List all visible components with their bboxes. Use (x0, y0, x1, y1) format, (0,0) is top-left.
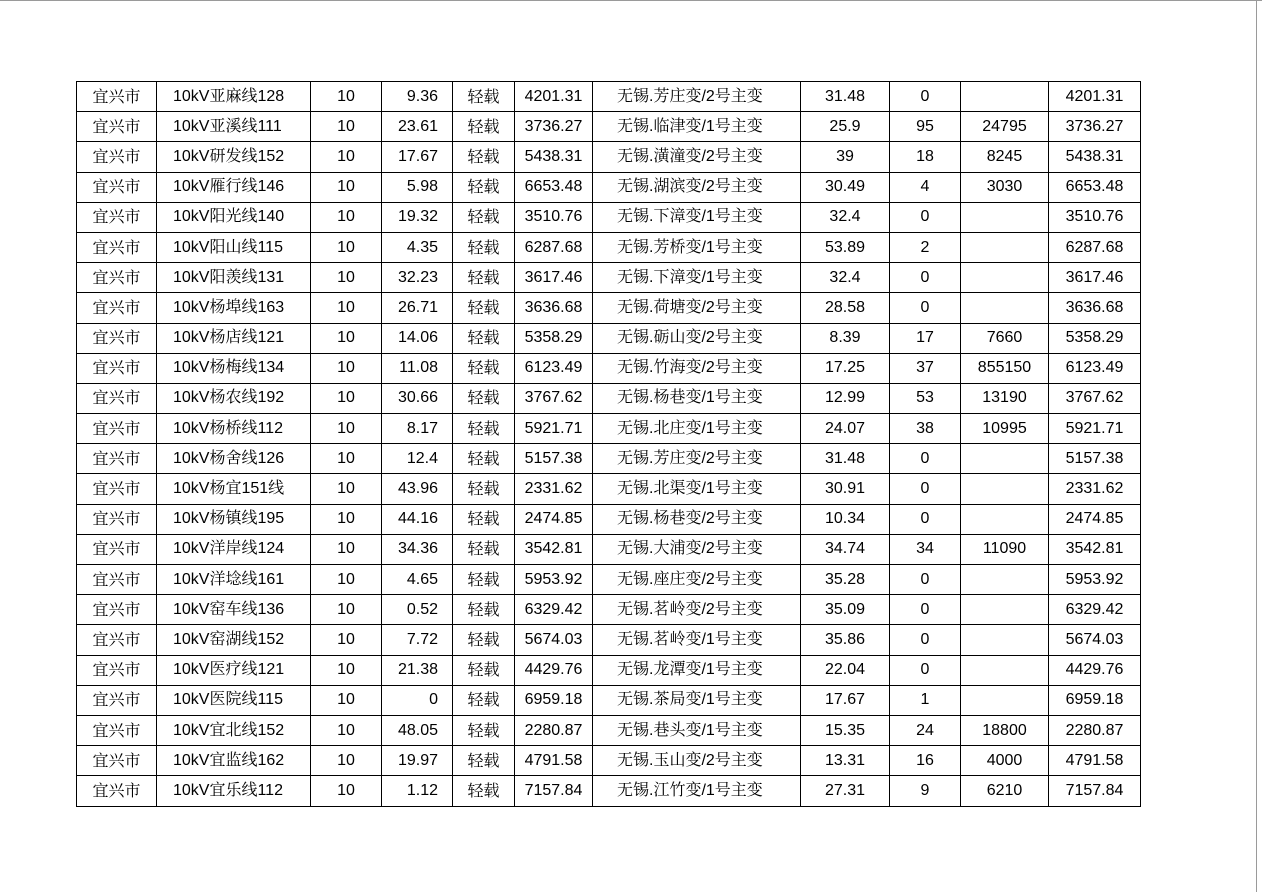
count-cell: 0 (890, 595, 961, 625)
line-name-cell: 10kV杨镇线195 (157, 504, 311, 534)
load-rate-cell: 8.17 (382, 414, 453, 444)
substation-rate-cell: 31.48 (801, 82, 890, 112)
capacity-cell: 2474.85 (515, 504, 593, 534)
total-cell: 5157.38 (1049, 444, 1141, 474)
line-name-cell: 10kV窑湖线152 (157, 625, 311, 655)
voltage-cell: 10 (311, 625, 382, 655)
load-rate-cell: 0.52 (382, 595, 453, 625)
table-row (77, 715, 1141, 745)
line-name-cell: 10kV杨舍线126 (157, 444, 311, 474)
count-cell: 0 (890, 82, 961, 112)
count-cell: 16 (890, 746, 961, 776)
substation-cell: 无锡.巷头变/1号主变 (593, 715, 801, 745)
substation-cell: 无锡.北庄变/1号主变 (593, 414, 801, 444)
load-rate-cell: 32.23 (382, 263, 453, 293)
count-cell: 1 (890, 685, 961, 715)
voltage-cell: 10 (311, 715, 382, 745)
line-name-cell: 10kV亚溪线111 (157, 112, 311, 142)
line-name-cell: 10kV医疗线121 (157, 655, 311, 685)
load-type-cell: 轻载 (453, 263, 515, 293)
voltage-cell: 10 (311, 655, 382, 685)
load-type-cell: 轻载 (453, 232, 515, 262)
amount-cell: 24795 (961, 112, 1049, 142)
substation-rate-cell: 30.91 (801, 474, 890, 504)
load-type-cell: 轻载 (453, 383, 515, 413)
load-rate-cell: 17.67 (382, 142, 453, 172)
load-type-cell: 轻载 (453, 172, 515, 202)
amount-cell: 6210 (961, 776, 1049, 806)
capacity-cell: 3617.46 (515, 263, 593, 293)
capacity-cell: 5674.03 (515, 625, 593, 655)
voltage-cell: 10 (311, 142, 382, 172)
city-cell: 宜兴市 (77, 504, 157, 534)
count-cell: 53 (890, 383, 961, 413)
load-type-cell: 轻载 (453, 474, 515, 504)
amount-cell: 18800 (961, 715, 1049, 745)
load-type-cell: 轻载 (453, 595, 515, 625)
load-type-cell: 轻载 (453, 504, 515, 534)
capacity-cell: 3636.68 (515, 293, 593, 323)
city-cell: 宜兴市 (77, 353, 157, 383)
line-name-cell: 10kV阳山线115 (157, 232, 311, 262)
load-rate-cell: 5.98 (382, 172, 453, 202)
count-cell: 34 (890, 534, 961, 564)
load-type-cell: 轻载 (453, 625, 515, 655)
count-cell: 4 (890, 172, 961, 202)
capacity-cell: 3736.27 (515, 112, 593, 142)
substation-cell: 无锡.荷塘变/2号主变 (593, 293, 801, 323)
table-row (77, 383, 1141, 413)
city-cell: 宜兴市 (77, 82, 157, 112)
table-row (77, 504, 1141, 534)
city-cell: 宜兴市 (77, 414, 157, 444)
voltage-cell: 10 (311, 172, 382, 202)
load-rate-cell: 9.36 (382, 82, 453, 112)
total-cell: 3510.76 (1049, 202, 1141, 232)
load-rate-cell: 19.32 (382, 202, 453, 232)
substation-rate-cell: 17.67 (801, 685, 890, 715)
voltage-cell: 10 (311, 444, 382, 474)
substation-rate-cell: 34.74 (801, 534, 890, 564)
load-rate-cell: 43.96 (382, 474, 453, 504)
capacity-cell: 4201.31 (515, 82, 593, 112)
city-cell: 宜兴市 (77, 112, 157, 142)
load-rate-cell: 26.71 (382, 293, 453, 323)
load-type-cell: 轻载 (453, 293, 515, 323)
substation-rate-cell: 53.89 (801, 232, 890, 262)
capacity-cell: 4429.76 (515, 655, 593, 685)
table-row (77, 595, 1141, 625)
total-cell: 2280.87 (1049, 715, 1141, 745)
amount-cell: 855150 (961, 353, 1049, 383)
total-cell: 6653.48 (1049, 172, 1141, 202)
city-cell: 宜兴市 (77, 263, 157, 293)
amount-cell (961, 565, 1049, 595)
capacity-cell: 5157.38 (515, 444, 593, 474)
count-cell: 0 (890, 444, 961, 474)
load-type-cell: 轻载 (453, 565, 515, 595)
amount-cell (961, 474, 1049, 504)
line-name-cell: 10kV雁行线146 (157, 172, 311, 202)
count-cell: 2 (890, 232, 961, 262)
count-cell: 9 (890, 776, 961, 806)
line-name-cell: 10kV洋埝线161 (157, 565, 311, 595)
total-cell: 5921.71 (1049, 414, 1141, 444)
total-cell: 6287.68 (1049, 232, 1141, 262)
total-cell: 3617.46 (1049, 263, 1141, 293)
load-rate-cell: 12.4 (382, 444, 453, 474)
substation-rate-cell: 13.31 (801, 746, 890, 776)
capacity-cell: 3767.62 (515, 383, 593, 413)
substation-cell: 无锡.湖滨变/2号主变 (593, 172, 801, 202)
amount-cell (961, 625, 1049, 655)
total-cell: 5358.29 (1049, 323, 1141, 353)
voltage-cell: 10 (311, 534, 382, 564)
line-name-cell: 10kV杨梅线134 (157, 353, 311, 383)
line-name-cell: 10kV医院线115 (157, 685, 311, 715)
voltage-cell: 10 (311, 776, 382, 806)
table-row (77, 172, 1141, 202)
load-rate-cell: 34.36 (382, 534, 453, 564)
line-name-cell: 10kV宜监线162 (157, 746, 311, 776)
load-type-cell: 轻载 (453, 414, 515, 444)
load-rate-cell: 4.65 (382, 565, 453, 595)
city-cell: 宜兴市 (77, 685, 157, 715)
amount-cell (961, 504, 1049, 534)
line-name-cell: 10kV窑车线136 (157, 595, 311, 625)
city-cell: 宜兴市 (77, 655, 157, 685)
table-row (77, 323, 1141, 353)
substation-cell: 无锡.芳庄变/2号主变 (593, 82, 801, 112)
total-cell: 6959.18 (1049, 685, 1141, 715)
total-cell: 6329.42 (1049, 595, 1141, 625)
count-cell: 37 (890, 353, 961, 383)
amount-cell (961, 685, 1049, 715)
substation-rate-cell: 32.4 (801, 202, 890, 232)
feeder-load-table (76, 81, 1141, 807)
total-cell: 4791.58 (1049, 746, 1141, 776)
substation-rate-cell: 27.31 (801, 776, 890, 806)
city-cell: 宜兴市 (77, 565, 157, 595)
count-cell: 0 (890, 565, 961, 595)
table-row (77, 82, 1141, 112)
load-rate-cell: 0 (382, 685, 453, 715)
table-row (77, 263, 1141, 293)
total-cell: 5438.31 (1049, 142, 1141, 172)
city-cell: 宜兴市 (77, 595, 157, 625)
capacity-cell: 5921.71 (515, 414, 593, 444)
substation-cell: 无锡.杨巷变/2号主变 (593, 504, 801, 534)
substation-rate-cell: 35.28 (801, 565, 890, 595)
count-cell: 0 (890, 293, 961, 323)
total-cell: 5674.03 (1049, 625, 1141, 655)
amount-cell (961, 263, 1049, 293)
city-cell: 宜兴市 (77, 776, 157, 806)
count-cell: 18 (890, 142, 961, 172)
line-name-cell: 10kV洋岸线124 (157, 534, 311, 564)
substation-cell: 无锡.大浦变/2号主变 (593, 534, 801, 564)
substation-cell: 无锡.茗岭变/2号主变 (593, 595, 801, 625)
load-type-cell: 轻载 (453, 323, 515, 353)
total-cell: 3767.62 (1049, 383, 1141, 413)
substation-rate-cell: 24.07 (801, 414, 890, 444)
substation-cell: 无锡.砺山变/2号主变 (593, 323, 801, 353)
substation-rate-cell: 15.35 (801, 715, 890, 745)
table-row (77, 232, 1141, 262)
table-row (77, 444, 1141, 474)
table-row (77, 142, 1141, 172)
capacity-cell: 2331.62 (515, 474, 593, 504)
capacity-cell: 5953.92 (515, 565, 593, 595)
substation-cell: 无锡.临津变/1号主变 (593, 112, 801, 142)
count-cell: 0 (890, 504, 961, 534)
voltage-cell: 10 (311, 202, 382, 232)
city-cell: 宜兴市 (77, 625, 157, 655)
load-rate-cell: 7.72 (382, 625, 453, 655)
load-rate-cell: 23.61 (382, 112, 453, 142)
amount-cell (961, 202, 1049, 232)
substation-cell: 无锡.潢潼变/2号主变 (593, 142, 801, 172)
total-cell: 2474.85 (1049, 504, 1141, 534)
substation-cell: 无锡.芳庄变/2号主变 (593, 444, 801, 474)
load-type-cell: 轻载 (453, 715, 515, 745)
total-cell: 6123.49 (1049, 353, 1141, 383)
substation-cell: 无锡.北渠变/1号主变 (593, 474, 801, 504)
total-cell: 3636.68 (1049, 293, 1141, 323)
amount-cell: 11090 (961, 534, 1049, 564)
count-cell: 38 (890, 414, 961, 444)
load-rate-cell: 44.16 (382, 504, 453, 534)
city-cell: 宜兴市 (77, 232, 157, 262)
load-type-cell: 轻载 (453, 142, 515, 172)
substation-rate-cell: 25.9 (801, 112, 890, 142)
amount-cell: 4000 (961, 746, 1049, 776)
table-row (77, 202, 1141, 232)
table-row (77, 353, 1141, 383)
table-row (77, 534, 1141, 564)
amount-cell (961, 293, 1049, 323)
city-cell: 宜兴市 (77, 383, 157, 413)
load-type-cell: 轻载 (453, 202, 515, 232)
table-row (77, 655, 1141, 685)
load-type-cell: 轻载 (453, 82, 515, 112)
line-name-cell: 10kV杨桥线112 (157, 414, 311, 444)
count-cell: 0 (890, 655, 961, 685)
table-row (77, 474, 1141, 504)
voltage-cell: 10 (311, 263, 382, 293)
total-cell: 4429.76 (1049, 655, 1141, 685)
total-cell: 2331.62 (1049, 474, 1141, 504)
line-name-cell: 10kV宜北线152 (157, 715, 311, 745)
table-row (77, 565, 1141, 595)
capacity-cell: 7157.84 (515, 776, 593, 806)
city-cell: 宜兴市 (77, 142, 157, 172)
load-type-cell: 轻载 (453, 655, 515, 685)
line-name-cell: 10kV阳羡线131 (157, 263, 311, 293)
city-cell: 宜兴市 (77, 715, 157, 745)
capacity-cell: 5438.31 (515, 142, 593, 172)
substation-rate-cell: 30.49 (801, 172, 890, 202)
load-type-cell: 轻载 (453, 112, 515, 142)
capacity-cell: 3510.76 (515, 202, 593, 232)
page-right-border (1256, 0, 1257, 892)
substation-rate-cell: 8.39 (801, 323, 890, 353)
substation-rate-cell: 12.99 (801, 383, 890, 413)
total-cell: 5953.92 (1049, 565, 1141, 595)
load-rate-cell: 1.12 (382, 776, 453, 806)
table-body (77, 82, 1141, 807)
table-row (77, 293, 1141, 323)
count-cell: 0 (890, 625, 961, 655)
voltage-cell: 10 (311, 323, 382, 353)
amount-cell: 8245 (961, 142, 1049, 172)
voltage-cell: 10 (311, 353, 382, 383)
count-cell: 0 (890, 202, 961, 232)
city-cell: 宜兴市 (77, 293, 157, 323)
total-cell: 4201.31 (1049, 82, 1141, 112)
load-type-cell: 轻载 (453, 685, 515, 715)
load-rate-cell: 11.08 (382, 353, 453, 383)
voltage-cell: 10 (311, 565, 382, 595)
substation-rate-cell: 32.4 (801, 263, 890, 293)
substation-cell: 无锡.龙潭变/1号主变 (593, 655, 801, 685)
table-row (77, 746, 1141, 776)
substation-cell: 无锡.下漳变/1号主变 (593, 202, 801, 232)
capacity-cell: 6959.18 (515, 685, 593, 715)
line-name-cell: 10kV杨埠线163 (157, 293, 311, 323)
load-rate-cell: 19.97 (382, 746, 453, 776)
total-cell: 3542.81 (1049, 534, 1141, 564)
substation-cell: 无锡.茗岭变/1号主变 (593, 625, 801, 655)
city-cell: 宜兴市 (77, 534, 157, 564)
capacity-cell: 6287.68 (515, 232, 593, 262)
capacity-cell: 5358.29 (515, 323, 593, 353)
substation-rate-cell: 35.86 (801, 625, 890, 655)
voltage-cell: 10 (311, 232, 382, 262)
total-cell: 7157.84 (1049, 776, 1141, 806)
load-rate-cell: 48.05 (382, 715, 453, 745)
substation-cell: 无锡.下漳变/1号主变 (593, 263, 801, 293)
amount-cell (961, 655, 1049, 685)
table-row (77, 625, 1141, 655)
amount-cell (961, 82, 1049, 112)
amount-cell: 13190 (961, 383, 1049, 413)
load-type-cell: 轻载 (453, 746, 515, 776)
substation-rate-cell: 10.34 (801, 504, 890, 534)
total-cell: 3736.27 (1049, 112, 1141, 142)
substation-rate-cell: 35.09 (801, 595, 890, 625)
city-cell: 宜兴市 (77, 323, 157, 353)
amount-cell (961, 232, 1049, 262)
voltage-cell: 10 (311, 504, 382, 534)
table-row (77, 776, 1141, 806)
load-rate-cell: 4.35 (382, 232, 453, 262)
load-type-cell: 轻载 (453, 353, 515, 383)
table-row (77, 685, 1141, 715)
load-rate-cell: 30.66 (382, 383, 453, 413)
line-name-cell: 10kV研发线152 (157, 142, 311, 172)
line-name-cell: 10kV亚麻线128 (157, 82, 311, 112)
amount-cell (961, 444, 1049, 474)
load-rate-cell: 14.06 (382, 323, 453, 353)
capacity-cell: 2280.87 (515, 715, 593, 745)
substation-cell: 无锡.茶局变/1号主变 (593, 685, 801, 715)
capacity-cell: 6329.42 (515, 595, 593, 625)
substation-rate-cell: 31.48 (801, 444, 890, 474)
substation-cell: 无锡.竹海变/2号主变 (593, 353, 801, 383)
line-name-cell: 10kV宜乐线112 (157, 776, 311, 806)
voltage-cell: 10 (311, 474, 382, 504)
city-cell: 宜兴市 (77, 444, 157, 474)
table-row (77, 112, 1141, 142)
amount-cell: 7660 (961, 323, 1049, 353)
line-name-cell: 10kV杨农线192 (157, 383, 311, 413)
substation-cell: 无锡.座庄变/2号主变 (593, 565, 801, 595)
count-cell: 0 (890, 474, 961, 504)
count-cell: 0 (890, 263, 961, 293)
city-cell: 宜兴市 (77, 172, 157, 202)
count-cell: 17 (890, 323, 961, 353)
line-name-cell: 10kV阳光线140 (157, 202, 311, 232)
substation-rate-cell: 39 (801, 142, 890, 172)
amount-cell: 10995 (961, 414, 1049, 444)
city-cell: 宜兴市 (77, 746, 157, 776)
voltage-cell: 10 (311, 112, 382, 142)
load-type-cell: 轻载 (453, 776, 515, 806)
substation-cell: 无锡.芳桥变/1号主变 (593, 232, 801, 262)
load-type-cell: 轻载 (453, 444, 515, 474)
line-name-cell: 10kV杨店线121 (157, 323, 311, 353)
capacity-cell: 6123.49 (515, 353, 593, 383)
city-cell: 宜兴市 (77, 474, 157, 504)
substation-rate-cell: 17.25 (801, 353, 890, 383)
substation-cell: 无锡.杨巷变/1号主变 (593, 383, 801, 413)
count-cell: 95 (890, 112, 961, 142)
substation-rate-cell: 28.58 (801, 293, 890, 323)
capacity-cell: 6653.48 (515, 172, 593, 202)
voltage-cell: 10 (311, 414, 382, 444)
amount-cell (961, 595, 1049, 625)
city-cell: 宜兴市 (77, 202, 157, 232)
page-top-border (0, 0, 1262, 1)
voltage-cell: 10 (311, 293, 382, 323)
line-name-cell: 10kV杨宜151线 (157, 474, 311, 504)
load-rate-cell: 21.38 (382, 655, 453, 685)
load-type-cell: 轻载 (453, 534, 515, 564)
count-cell: 24 (890, 715, 961, 745)
amount-cell: 3030 (961, 172, 1049, 202)
voltage-cell: 10 (311, 595, 382, 625)
substation-rate-cell: 22.04 (801, 655, 890, 685)
voltage-cell: 10 (311, 82, 382, 112)
capacity-cell: 3542.81 (515, 534, 593, 564)
voltage-cell: 10 (311, 746, 382, 776)
substation-cell: 无锡.江竹变/1号主变 (593, 776, 801, 806)
capacity-cell: 4791.58 (515, 746, 593, 776)
substation-cell: 无锡.玉山变/2号主变 (593, 746, 801, 776)
voltage-cell: 10 (311, 383, 382, 413)
voltage-cell: 10 (311, 685, 382, 715)
table-row (77, 414, 1141, 444)
